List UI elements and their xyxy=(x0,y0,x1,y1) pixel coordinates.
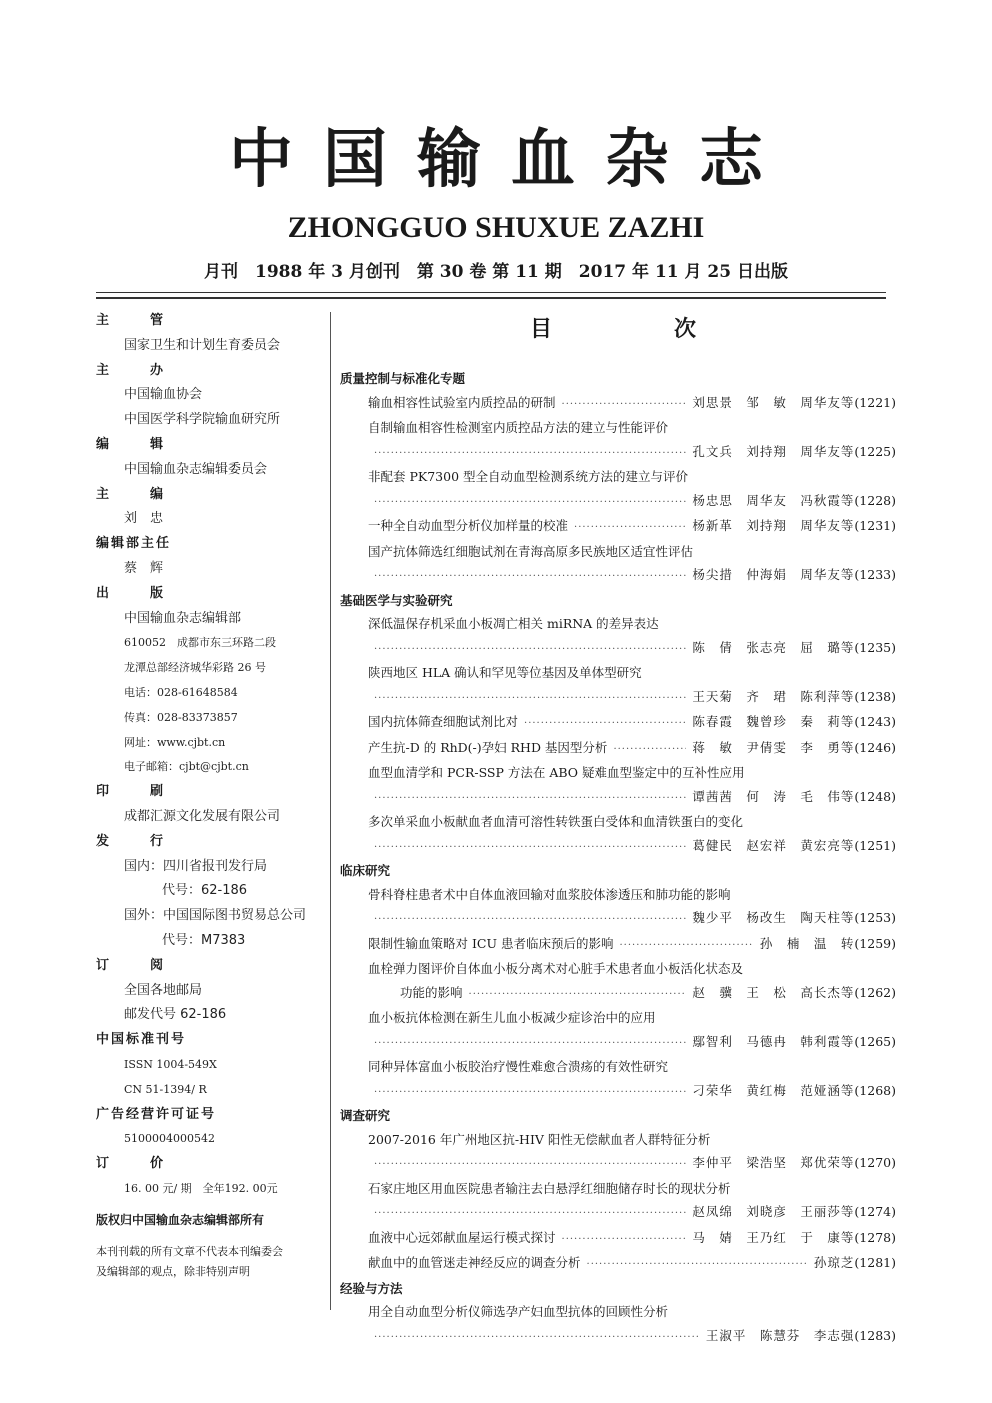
toc-entry-title: 产生抗-D 的 RhD(-)孕妇 RHD 基因型分析 xyxy=(368,739,608,755)
toc-entry[interactable] xyxy=(340,932,896,958)
toc-entry-title: 国内抗体筛查细胞试剂比对 xyxy=(368,714,519,729)
leader-dots xyxy=(374,565,686,589)
section-label: 订 阅 xyxy=(96,957,178,973)
leader-dots xyxy=(613,738,686,762)
leader-dots xyxy=(374,836,686,860)
leader-dots xyxy=(374,1202,686,1226)
toc-entry-page: (1274) xyxy=(854,1204,896,1219)
toc-entry-title[interactable]: 血小板抗体检测在新生儿血小板减少症诊治中的应用 xyxy=(368,1010,656,1025)
toc-entry[interactable] xyxy=(340,563,896,589)
toc-entry[interactable] xyxy=(340,1030,896,1056)
toc-entry-authors: 刘思景 邹 敏 周华友等 xyxy=(692,394,855,410)
info-item: 代号：M7383 xyxy=(162,932,246,948)
toc-entry-page: (1228) xyxy=(854,492,896,508)
toc-entry-page: (1233) xyxy=(854,567,896,582)
toc-entry-authors: 杨忠思 周华友 冯秋霞等 xyxy=(692,492,855,508)
leader-dots xyxy=(374,1032,686,1056)
info-item: 中国医学科学院输血研究所 xyxy=(124,412,281,428)
toc-entry[interactable] xyxy=(340,440,896,466)
toc-section-heading: 基础医学与实验研究 xyxy=(340,592,453,608)
toc-entry-page: (1248) xyxy=(854,788,896,804)
toc-entry-title[interactable]: 血型血清学和 PCR-SSP 方法在 ABO 疑难血型鉴定中的互补性应用 xyxy=(368,765,745,780)
masthead xyxy=(0,120,992,284)
toc-entry-authors: 陈春霞 魏曾珍 秦 莉等 xyxy=(692,714,855,729)
leader-dots xyxy=(374,442,686,466)
toc-entry-title[interactable]: 骨科脊柱患者术中自体血液回输对血浆胶体渗透压和肺功能的影响 xyxy=(368,886,731,902)
toc-entry-page: (1262) xyxy=(854,984,896,1000)
leader-dots xyxy=(562,1228,687,1252)
leader-dots xyxy=(374,1081,686,1105)
info-item: 610052 成都市东三环路二段 xyxy=(124,636,276,650)
toc-entry-authors: 葛健民 赵宏祥 黄宏亮等 xyxy=(692,837,855,853)
info-item: 中国输血杂志编辑部 xyxy=(124,610,242,626)
journal-title-cn: 中国输血杂志 xyxy=(229,122,793,197)
toc-entry-authors: 赵凤绵 刘晓彦 王丽莎等 xyxy=(692,1204,855,1219)
info-item: 蔡 辉 xyxy=(124,560,164,576)
section-label: 主 编 xyxy=(96,486,178,502)
table-of-contents xyxy=(340,309,896,1349)
toc-entry-page: (1259) xyxy=(854,935,896,951)
toc-entry-authors: 李仲平 梁浩坚 郑优荣等 xyxy=(692,1155,855,1170)
toc-section-heading: 经验与方法 xyxy=(340,1280,403,1296)
toc-entry-title[interactable]: 用全自动血型分析仪筛选孕产妇血型抗体的回顾性分析 xyxy=(368,1304,669,1319)
info-item: 中国输血杂志编辑委员会 xyxy=(124,461,268,477)
leader-dots xyxy=(374,1153,686,1177)
info-item: 国内：四川省报刊发行局 xyxy=(124,858,268,874)
leader-dots xyxy=(374,687,686,711)
toc-entry-title: 血液中心远郊献血屋运行模式探讨 xyxy=(368,1229,556,1245)
leader-dots xyxy=(524,712,686,736)
disclaimer xyxy=(96,1242,326,1282)
toc-entry-title[interactable]: 非配套 PK7300 型全自动血型检测系统方法的建立与评价 xyxy=(368,469,689,484)
issue-line: 月刊 1988 年 3 月创刊 第 30 卷 第 11 期 2017 年 11 月 25 日出版 xyxy=(203,262,789,282)
info-item: 全国各地邮局 xyxy=(124,982,203,998)
toc-entry-page: (1265) xyxy=(854,1033,896,1049)
toc-entry-title[interactable]: 深低温保存机采血小板凋亡相关 miRNA 的差异表达 xyxy=(368,616,659,631)
info-item: 刘 忠 xyxy=(124,511,164,527)
toc-entry-title: 限制性输血策略对 ICU 患者临床预后的影响 xyxy=(368,935,614,951)
info-item: 网址：www.cjbt.cn xyxy=(124,735,226,749)
toc-entry-authors: 杨尖措 仲海娟 周华友等 xyxy=(692,567,855,582)
toc-entry-page: (1278) xyxy=(854,1229,896,1245)
toc-entry-authors: 杨新革 刘持翔 周华友等 xyxy=(692,518,855,533)
toc-entry-title[interactable]: 国产抗体筛选红细胞试剂在青海高原多民族地区适宜性评估 xyxy=(368,543,694,559)
toc-entry-page: (1243) xyxy=(854,714,896,729)
toc-entry-authors: 鄢智利 马德冉 韩利霞等 xyxy=(692,1033,855,1049)
copyright-notice: 版权归中国输血杂志编辑部所有 xyxy=(96,1212,265,1227)
info-item: 龙潭总部经济城华彩路 26 号 xyxy=(124,661,266,675)
toc-entry-title[interactable]: 同种异体富血小板胶治疗慢性难愈合溃疡的有效性研究 xyxy=(368,1059,669,1074)
toc-entry-page: (1225) xyxy=(854,443,896,459)
toc-entry[interactable] xyxy=(340,906,896,932)
disclaimer-line: 及编辑部的观点，除非特别声明 xyxy=(96,1264,250,1278)
leader-dots xyxy=(374,908,686,932)
info-item: 邮发代号 62-186 xyxy=(124,1007,227,1023)
section-label: 主 办 xyxy=(96,362,178,378)
toc-entry-page: (1221) xyxy=(854,394,896,410)
toc-entry-authors: 马 婧 王乃红 于 康等 xyxy=(692,1229,855,1245)
toc-entry-authors: 王天菊 齐 珺 陈利萍等 xyxy=(692,688,855,704)
header-rule-thin xyxy=(96,292,886,293)
column-divider xyxy=(330,312,331,1310)
toc-entry-authors: 蒋 敏 尹倩雯 李 勇等 xyxy=(692,739,855,755)
section-label: 订 价 xyxy=(96,1156,178,1172)
info-item: 国家卫生和计划生育委员会 xyxy=(124,337,281,353)
toc-body xyxy=(340,367,896,1349)
toc-entry[interactable] xyxy=(340,1226,896,1252)
toc-section-heading: 质量控制与标准化专题 xyxy=(340,371,466,386)
section-label: 广告经营许可证号 xyxy=(96,1106,217,1122)
leader-dots xyxy=(587,1253,808,1277)
toc-entry[interactable] xyxy=(340,834,896,860)
section-label: 出 版 xyxy=(96,585,178,601)
info-item: 电话：028-61648584 xyxy=(124,685,238,699)
toc-entry[interactable] xyxy=(340,636,896,662)
section-label: 编辑部主任 xyxy=(96,536,172,552)
toc-entry-page: (1283) xyxy=(854,1327,896,1343)
leader-dots xyxy=(374,787,686,811)
toc-entry[interactable] xyxy=(340,1151,896,1177)
info-item: 国外：中国国际图书贸易总公司 xyxy=(124,908,307,924)
leader-dots xyxy=(374,491,686,515)
toc-entry-page: (1268) xyxy=(854,1082,896,1098)
leader-dots xyxy=(374,1326,700,1350)
toc-entry-authors: 孙琼芝 xyxy=(813,1255,855,1270)
toc-entry-page: (1270) xyxy=(854,1155,896,1170)
leader-dots xyxy=(574,516,686,540)
leader-dots xyxy=(562,393,687,417)
journal-title-en: ZHONGGUO SHUXUE ZAZHI xyxy=(287,211,705,244)
info-item: 电子邮箱：cjbt@cjbt.cn xyxy=(124,760,249,774)
leader-dots xyxy=(469,983,687,1007)
toc-entry-page: (1238) xyxy=(854,688,896,704)
toc-entry-authors: 王淑平 陈慧芬 李志强 xyxy=(705,1327,855,1343)
info-item: 成都汇源文化发展有限公司 xyxy=(124,808,281,824)
toc-entry-title[interactable]: 血栓弹力图评价自体血小板分离术对心脏手术患者血小板活化状态及 xyxy=(368,961,744,976)
toc-section-heading: 调查研究 xyxy=(340,1108,391,1123)
toc-entry-title[interactable]: 陕西地区 HLA 确认和罕见等位基因及单体型研究 xyxy=(368,665,642,680)
toc-entry-authors: 陈 倩 张志亮 屈 璐等 xyxy=(692,639,855,655)
toc-entry-authors: 刁荣华 黄红梅 范娅涵等 xyxy=(692,1082,855,1098)
toc-entry-title[interactable]: 多次单采血小板献血者血清可溶性转铁蛋白受体和血清铁蛋白的变化 xyxy=(368,814,744,829)
toc-entry[interactable] xyxy=(340,391,896,417)
toc-section-heading: 临床研究 xyxy=(340,863,391,878)
toc-entry[interactable] xyxy=(340,514,896,540)
info-item: 16. 00 元/ 期 全年192. 00元 xyxy=(124,1181,278,1195)
section-label: 中国标准刊号 xyxy=(96,1032,187,1048)
toc-entry-title[interactable]: 2007-2016 年广州地区抗-HIV 阳性无偿献血者人群特征分析 xyxy=(368,1131,711,1147)
info-item: 中国输血协会 xyxy=(124,387,203,403)
info-item: 5100004000542 xyxy=(124,1132,215,1146)
masthead-info-column xyxy=(96,309,326,1282)
toc-entry-title: 献血中的血管迷走神经反应的调查分析 xyxy=(368,1255,581,1270)
info-item: 传真：028-83373857 xyxy=(124,710,238,724)
section-label: 主 管 xyxy=(96,313,178,328)
info-item: CN 51-1394/ R xyxy=(124,1082,207,1096)
disclaimer-line: 本刊刊载的所有文章不代表本刊编委会 xyxy=(96,1244,283,1258)
toc-entry-page: (1231) xyxy=(854,518,896,533)
toc-entry-title-cont: 功能的影响 xyxy=(400,984,463,1000)
toc-entry[interactable] xyxy=(340,1324,896,1350)
toc-entry-page: (1235) xyxy=(854,639,896,655)
toc-entry-title[interactable]: 自制输血相容性检测室内质控品方法的建立与性能评价 xyxy=(368,420,669,435)
toc-entry-title[interactable]: 石家庄地区用血医院患者输注去白悬浮红细胞储存时长的现状分析 xyxy=(368,1180,731,1196)
toc-entry-page: (1246) xyxy=(854,739,896,755)
toc-entry[interactable] xyxy=(340,489,896,515)
toc-entry[interactable] xyxy=(340,1079,896,1105)
toc-entry-authors: 赵 骥 王 松 高长杰等 xyxy=(692,984,855,1000)
toc-entry[interactable] xyxy=(340,1200,896,1226)
leader-dots xyxy=(374,638,686,662)
toc-entry-authors: 孔文兵 刘持翔 周华友等 xyxy=(692,443,855,459)
toc-entry[interactable] xyxy=(340,736,896,762)
section-label: 发 行 xyxy=(96,833,178,849)
toc-entry-page: (1253) xyxy=(854,910,896,925)
toc-entry-authors: 魏少平 杨改生 陶天柱等 xyxy=(692,910,855,925)
toc-entry[interactable] xyxy=(340,785,896,811)
toc-entry[interactable] xyxy=(340,1251,896,1277)
toc-entry-page: (1281) xyxy=(854,1255,896,1270)
toc-title: 目 次 xyxy=(529,316,746,342)
section-label: 编 辑 xyxy=(96,436,178,452)
toc-entry-title: 一种全自动血型分析仪加样量的校准 xyxy=(368,518,569,533)
info-item: 代号：62-186 xyxy=(162,883,248,899)
toc-entry[interactable] xyxy=(340,710,896,736)
header-rule-thick xyxy=(96,297,886,299)
toc-entry-authors: 谭茜茜 何 涛 毛 伟等 xyxy=(692,788,855,804)
section-label: 印 刷 xyxy=(96,784,178,800)
leader-dots xyxy=(619,934,753,958)
info-item: ISSN 1004-549X xyxy=(124,1057,217,1071)
toc-entry-title: 输血相容性试验室内质控品的研制 xyxy=(368,394,556,410)
toc-entry[interactable] xyxy=(340,981,896,1007)
toc-entry-page: (1251) xyxy=(854,837,896,853)
toc-entry-authors: 孙 楠 温 转 xyxy=(759,935,855,951)
toc-entry[interactable] xyxy=(340,685,896,711)
